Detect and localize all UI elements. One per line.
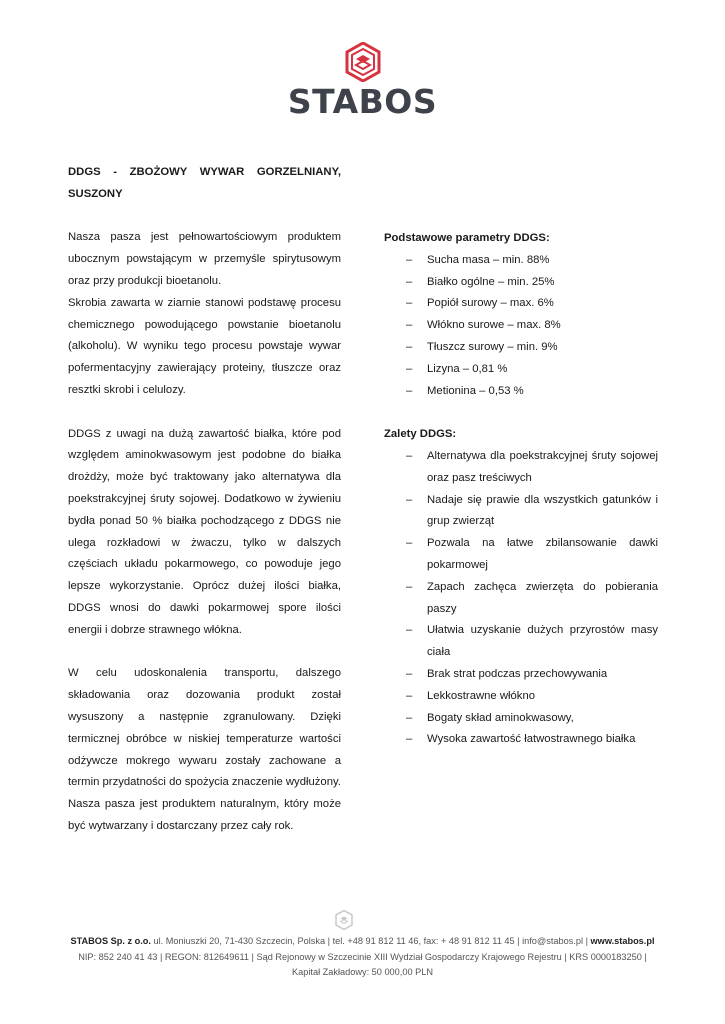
parameters-list bbox=[384, 250, 658, 403]
list-item: – Popiół surowy – max. 6% bbox=[384, 293, 658, 315]
list-item: – Alternatywa dla poekstrakcyjnej śruty sojowej oraz pasz treściwych bbox=[384, 446, 658, 490]
list-item: – Lekkostrawne włókno bbox=[384, 686, 658, 708]
list-item: – Sucha masa – min. 88% bbox=[384, 250, 658, 272]
dash-bullet: – bbox=[406, 537, 413, 550]
dash-bullet: – bbox=[406, 624, 413, 637]
document-title: DDGS - ZBOŻOWY WYWAR GORZELNIANY, SUSZONY bbox=[68, 166, 341, 200]
natural-product-paragraph: Nasza pasza jest produktem naturalnym, który może być wytwarzany i dostarczany przez cały rok. bbox=[68, 798, 341, 832]
page-footer bbox=[30, 934, 695, 981]
advantages-list bbox=[384, 446, 658, 751]
list-item: – Białko ogólne – min. 25% bbox=[384, 272, 658, 294]
processing-paragraph: W celu udoskonalenia transportu, dalszego składowania oraz dozowania produkt został wysuszony a następnie zgranulowany. Dzięki termicznej obróbce w niskiej temperaturze wartości odżywcze mokrego wywaru zostały zachowane a termin przydatności do spożycia znaczenie wydłużony. bbox=[68, 667, 341, 789]
list-item: – Lizyna – 0,81 % bbox=[384, 359, 658, 381]
list-item: – Zapach zachęca zwierzęta do pobierania paszy bbox=[384, 577, 658, 621]
stabos-hexagon-icon bbox=[345, 42, 381, 82]
list-item: – Tłuszcz surowy – min. 9% bbox=[384, 337, 658, 359]
dash-bullet: – bbox=[406, 340, 413, 353]
dash-bullet: – bbox=[406, 384, 413, 397]
dash-bullet: – bbox=[406, 733, 413, 746]
intro-paragraph: Nasza pasza jest pełnowartościowym produktem ubocznym powstającym w przemyśle spirytusowym oraz przy produkcji bioetanolu. bbox=[68, 231, 341, 287]
list-item: – Wysoka zawartość łatwostrawnego białka bbox=[384, 729, 658, 751]
footer-website-link[interactable]: www.stabos.pl bbox=[590, 936, 655, 946]
dash-bullet: – bbox=[406, 275, 413, 288]
protein-paragraph: DDGS z uwagi na dużą zawartość białka, które pod względem aminokwasowym jest podobne do białka drożdży, może być traktowany jako alternatywa dla poekstrakcyjnej śruty sojowej. Dodatkowo w żywieniu bydła ponad 50 % białka pochodzącego z DDGS nie ulega rozkładowi w żwaczu, tylko w dalszych częściach układu pokarmowego, co powoduje jego lepsze wykorzystanie. Oprócz dużej ilości białka, DDGS wnosi do dawki pokarmowej spore ilości energii i dobrze strawnego włókna. bbox=[68, 427, 341, 636]
footer-registry-line: NIP: 852 240 41 43 | REGON: 812649611 | Sąd Rejonowy w Szczecinie XIII Wydział Gospodarczy Krajowego Rejestru | KRS 0000183250 | bbox=[78, 951, 647, 962]
dash-bullet: – bbox=[406, 667, 413, 680]
footer-capital-line: Kapitał Zakładowy: 50 000,00 PLN bbox=[292, 967, 433, 977]
process-paragraph: Skrobia zawarta w ziarnie stanowi podstawę procesu chemicznego powodującego powstanie bioetanolu (alkoholu). W wyniku tego procesu powstaje wywar pofermentacyjny zawierający proteiny, tłuszcze oraz resztki skrobi i celulozy. bbox=[68, 296, 341, 396]
list-item: – Bogaty skład aminokwasowy, bbox=[384, 708, 658, 730]
dash-bullet: – bbox=[406, 362, 413, 375]
list-item: – Brak strat podczas przechowywania bbox=[384, 664, 658, 686]
dash-bullet: – bbox=[406, 253, 413, 266]
company-logo bbox=[0, 42, 725, 120]
footer-contact-line bbox=[30, 934, 695, 950]
list-item: – Nadaje się prawie dla wszystkich gatunków i grup zwierząt bbox=[384, 490, 658, 534]
list-item: – Włókno surowe – max. 8% bbox=[384, 315, 658, 337]
footer-company: STABOS Sp. z o.o. bbox=[70, 936, 151, 946]
list-item: – Pozwala na łatwe zbilansowanie dawki pokarmowej bbox=[384, 533, 658, 577]
left-column bbox=[68, 162, 341, 838]
dash-bullet: – bbox=[406, 580, 413, 593]
dash-bullet: – bbox=[406, 319, 413, 332]
dash-bullet: – bbox=[406, 449, 413, 462]
list-item: – Ułatwia uzyskanie dużych przyrostów masy ciała bbox=[384, 620, 658, 664]
dash-bullet: – bbox=[406, 689, 413, 702]
list-item: – Metionina – 0,53 % bbox=[384, 381, 658, 403]
dash-bullet: – bbox=[406, 297, 413, 310]
footer-logo-icon bbox=[335, 910, 353, 930]
right-column bbox=[384, 228, 658, 751]
footer-address: ul. Moniuszki 20, 71-430 Szczecin, Polska | tel. +48 91 812 11 46, fax: + 48 91 812 11 45 | info@stabos.pl | bbox=[153, 936, 588, 946]
dash-bullet: – bbox=[406, 493, 413, 506]
parameters-heading: Podstawowe parametry DDGS: bbox=[384, 232, 550, 244]
dash-bullet: – bbox=[406, 711, 413, 724]
advantages-heading: Zalety DDGS: bbox=[384, 428, 457, 441]
logo-wordmark: STABOS bbox=[287, 82, 438, 121]
